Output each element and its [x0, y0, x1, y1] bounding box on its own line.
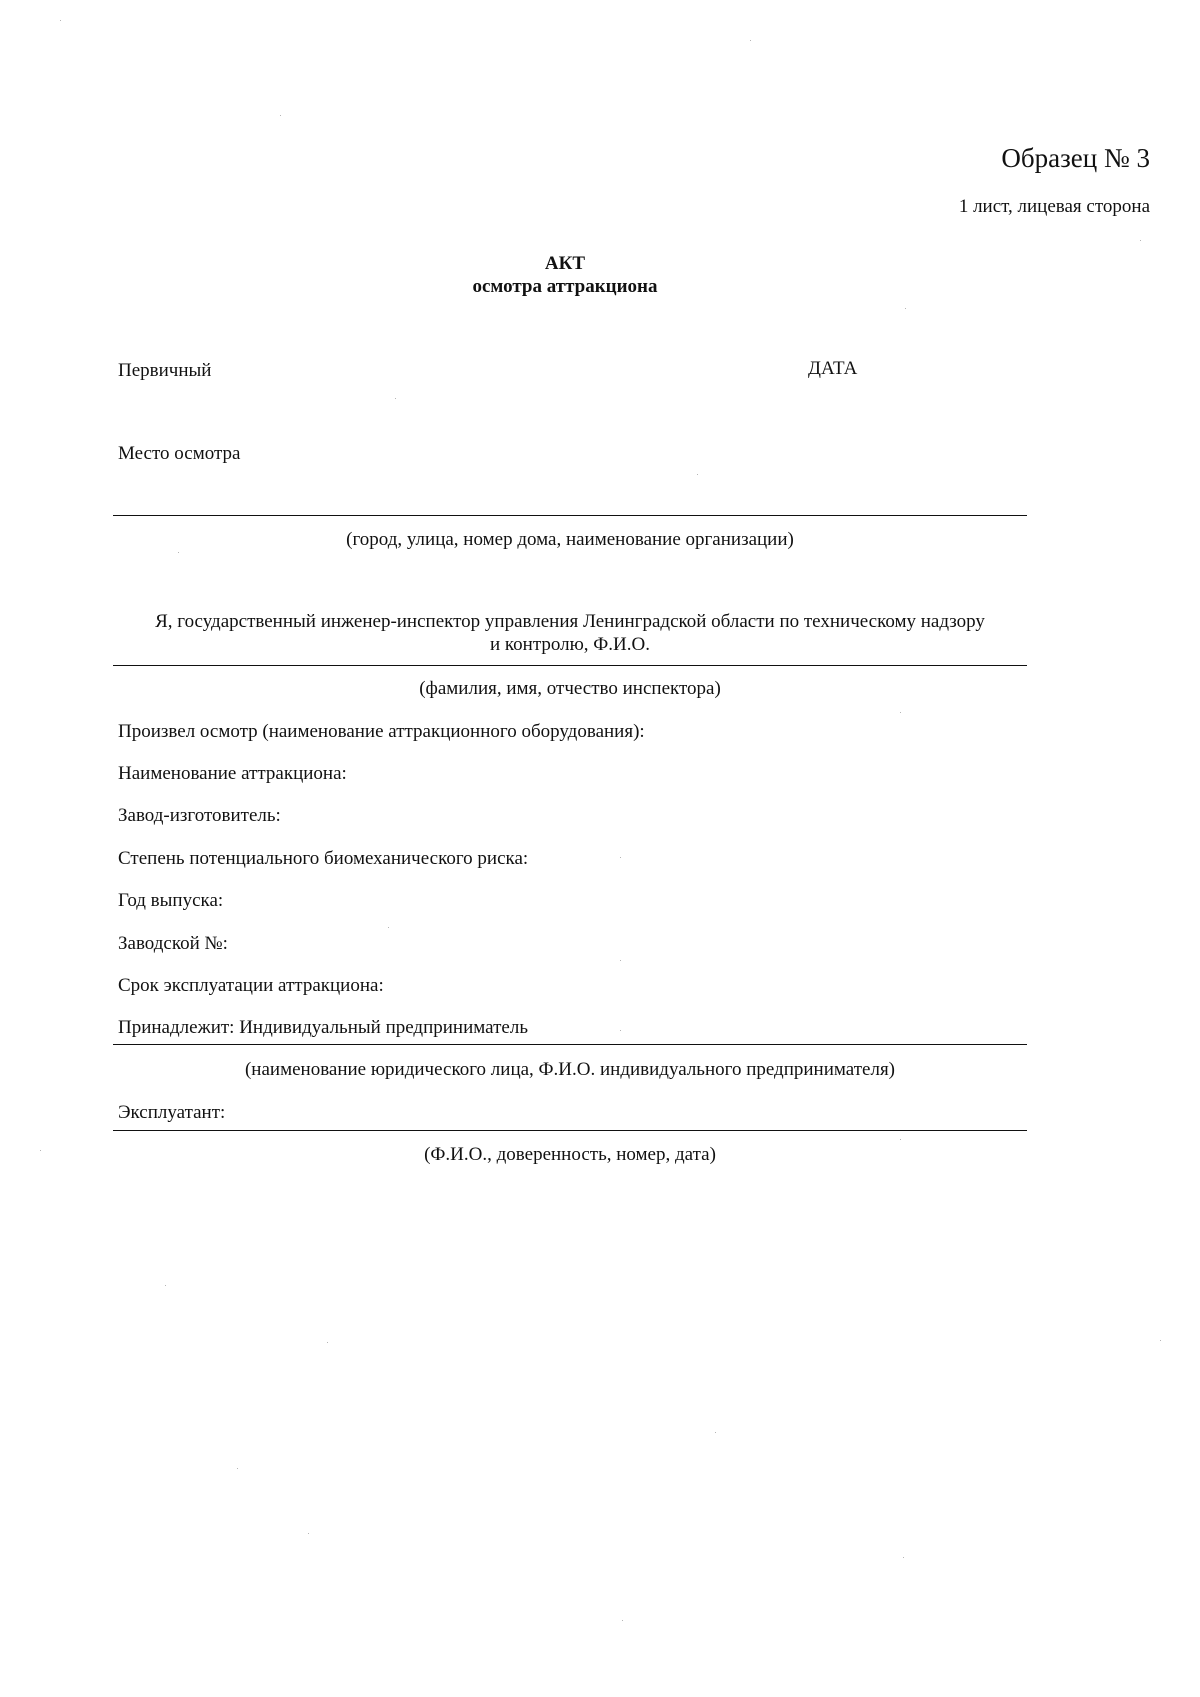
scan-speck — [388, 927, 389, 928]
operator-label: Эксплуатант: — [118, 1102, 226, 1123]
scan-speck — [237, 1468, 238, 1469]
scan-speck — [620, 857, 621, 858]
scan-speck — [900, 712, 901, 713]
year-label: Год выпуска: — [118, 890, 224, 911]
scan-speck — [903, 1557, 904, 1558]
place-rule — [113, 515, 1027, 516]
inspection-equipment-label: Произвел осмотр (наименование аттракционного оборудования): — [118, 721, 645, 742]
scan-speck — [1140, 240, 1141, 241]
scan-speck — [280, 115, 281, 116]
service-life-label: Срок эксплуатации аттракциона: — [118, 975, 384, 996]
scan-speck — [40, 1150, 41, 1151]
operator-caption: (Ф.И.О., доверенность, номер, дата) — [424, 1144, 716, 1165]
scan-speck — [620, 960, 621, 961]
serial-number-label: Заводской №: — [118, 933, 228, 954]
inspector-statement-line1: Я, государственный инженер-инспектор управления Ленинградской области по техническому надзору — [155, 611, 985, 632]
inspection-type-label: Первичный — [118, 360, 212, 381]
scan-speck — [622, 1620, 623, 1621]
scan-speck — [900, 1139, 901, 1140]
scan-speck — [60, 20, 61, 21]
owner-caption: (наименование юридического лица, Ф.И.О. индивидуального предпринимателя) — [244, 1059, 896, 1080]
scan-speck — [620, 1030, 621, 1031]
document-title: АКТ — [544, 253, 586, 274]
scan-speck — [697, 474, 698, 475]
inspector-rule — [113, 665, 1027, 666]
scan-speck — [395, 398, 396, 399]
scan-speck — [178, 552, 179, 553]
scan-speck — [905, 308, 906, 309]
sample-number: Образец № 3 — [1001, 143, 1150, 173]
owner-rule — [113, 1044, 1027, 1045]
manufacturer-label: Завод-изготовитель: — [118, 805, 281, 826]
scan-speck — [1160, 1340, 1161, 1341]
inspector-caption: (фамилия, имя, отчество инспектора) — [419, 678, 721, 699]
owner-label: Принадлежит: Индивидуальный предприниматель — [118, 1017, 528, 1038]
scan-speck — [715, 1432, 716, 1433]
scan-speck — [308, 1533, 309, 1534]
scan-speck — [327, 1342, 328, 1343]
sheet-info: 1 лист, лицевая сторона — [958, 196, 1150, 217]
operator-rule — [113, 1130, 1027, 1131]
scan-speck — [750, 40, 751, 41]
attraction-name-label: Наименование аттракциона: — [118, 763, 347, 784]
scan-speck — [165, 1285, 166, 1286]
inspector-statement-line2: и контролю, Ф.И.О. — [489, 634, 650, 655]
document-subtitle: осмотра аттракциона — [472, 276, 658, 297]
date-label: ДАТА — [808, 358, 858, 379]
place-label: Место осмотра — [118, 443, 241, 464]
risk-level-label: Степень потенциального биомеханического риска: — [118, 848, 529, 869]
place-caption: (город, улица, номер дома, наименование организации) — [346, 529, 794, 550]
